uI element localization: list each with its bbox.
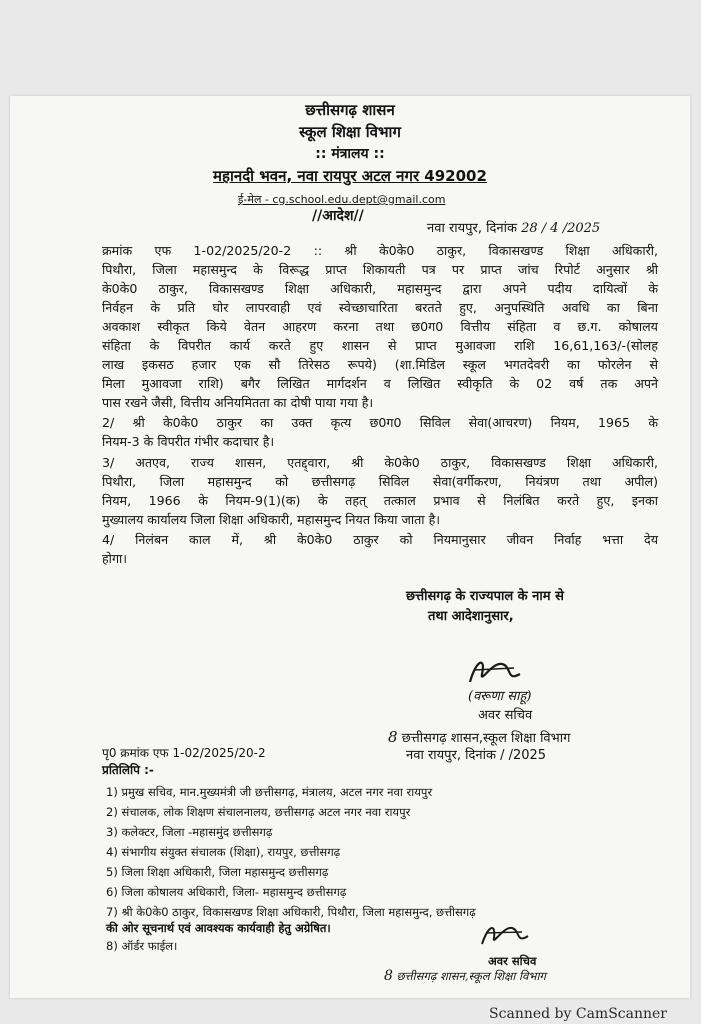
- para1-line: पिथौरा, जिला महासमुन्द के विरूद्ध प्राप्त शिकायती पत्र पर प्राप्त जांच रिपोर्ट अनुसार श्री: [102, 262, 658, 277]
- governor-order-line2: तथा आदेशानुसार,: [428, 609, 514, 624]
- copy-item: 3) कलेक्टर, जिला -महासमुंद छत्तीसगढ़: [106, 825, 273, 839]
- para1-line: अवकाश स्वीकृत किये वेतन आहरण करना तथा छ0ग0 वित्तीय संहिता व छ.ग. कोषालय: [102, 319, 658, 334]
- copy-item: 6) जिला कोषालय अधिकारी, जिला- महासमुन्द छत्तीसगढ़: [106, 885, 347, 899]
- copy-item: 8) ऑर्डर फाईल।: [106, 939, 178, 953]
- para3-line: नियम, 1966 के नियम-9(1)(क) के तहत् तत्काल प्रभाव से निलंबित करते हुए, इनका: [102, 493, 658, 508]
- copy-title: प्रतिलिपि :-: [102, 763, 154, 777]
- scanner-watermark: Scanned by CamScanner: [489, 1006, 667, 1022]
- copy-item: 2) संचालक, लोक शिक्षण संचालनालय, छत्तीसगढ़ अटल नगर नवा रायपुर: [106, 805, 411, 819]
- para1-line: मिला मुआवजा राशि) बगैर लिखित मार्गदर्शन व लिखित स्वीकृति के 02 वर्ष तक अपने: [102, 376, 658, 391]
- handwritten-signature-1: [462, 652, 532, 692]
- copy-item: 1) प्रमुख सचिव, मान.मुख्यमंत्री जी छत्तीसगढ़, मंत्रालय, अटल नगर नवा रायपुर: [106, 785, 433, 799]
- document-page: [10, 96, 690, 998]
- para4-line: होगा।: [102, 551, 128, 566]
- para1-line: क्रमांक एफ 1-02/2025/20-2 :: श्री के0के0 ठाकुर, विकासखण्ड शिक्षा अधिकारी,: [102, 243, 658, 258]
- copy-item: 7) श्री के0के0 ठाकुर, विकासखण्ड शिक्षा अधिकारी, पिथौरा, जिला महासमुन्द, छत्तीसगढ़: [106, 905, 476, 919]
- governor-order-line1: छत्तीसगढ़ के राज्यपाल के नाम से: [406, 589, 564, 604]
- signatory-place-date: नवा रायपुर, दिनांक / /2025: [406, 748, 547, 763]
- para3-line: 3/ अतएव, राज्य शासन, एतद्द्वारा, श्री के0के0 ठाकुर, विकासखण्ड शिक्षा अधिकारी,: [102, 455, 658, 470]
- para2-line: 2/ श्री के0के0 ठाकुर का उक्त कृत्य छ0ग0 सिविल सेवा(आचरण) नियम, 1965 के: [102, 415, 658, 430]
- office-email: ई-मेल - cg.school.edu.dept@gmail.com: [238, 193, 446, 206]
- order-title: //आदेश//: [312, 208, 364, 224]
- government-heading: छत्तीसगढ़ शासन: [305, 101, 395, 119]
- department-heading: स्कूल शिक्षा विभाग: [299, 123, 401, 141]
- para4-line: 4/ निलंबन काल में, श्री के0के0 ठाकुर को नियमानुसार जीवन निर्वाह भत्ता देय: [102, 532, 658, 547]
- para3-line: पिथौरा, जिला महासमुन्द को छत्तीसगढ़ सिविल सेवा(वर्गीकरण, नियंत्रण तथा अपील): [102, 474, 658, 489]
- signatory-designation: अवर सचिव: [478, 708, 533, 723]
- para1-line: पास रखने जैसी, वित्तीय अनियमितता का दोषी पाया गया है।: [102, 395, 374, 410]
- para3-line: मुख्यालय कार्यालय जिला शिक्षा अधिकारी, महासमुन्द नियत किया जाता है।: [102, 512, 441, 527]
- signatory2-department: 8 छत्तीसगढ़ शासन,स्कूल शिक्षा विभाग: [384, 968, 546, 984]
- signatory-department: 8 छत्तीसगढ़ शासन,स्कूल शिक्षा विभाग: [388, 728, 571, 746]
- copy-item: 5) जिला शिक्षा अधिकारी, जिला महासमुन्द छत्तीसगढ़: [106, 865, 329, 879]
- mantralay-heading: :: मंत्रालय ::: [315, 146, 385, 162]
- signatory-name: (वरूणा साहू): [468, 689, 532, 704]
- para1-line: संहिता के विपरीत कार्य करते हुए शासन से प्राप्त मुआवजा राशि 16,61,163/-(सोलह: [102, 338, 658, 353]
- date-handwritten: 28 / 4 /2025: [521, 221, 601, 236]
- copy-item: 4) संभागीय संयुक्त संचालक (शिक्षा), रायपुर, छत्तीसगढ़: [106, 845, 341, 859]
- office-address: महानदी भवन, नवा रायपुर अटल नगर 492002: [213, 167, 487, 185]
- order-date: [427, 218, 600, 236]
- para2-line: नियम-3 के विपरीत गंभीर कदाचार है।: [102, 434, 275, 449]
- para1-line: लाख इकसठ हजार एक सौ तिरेसठ रूपये) (शा.मिडिल स्कूल भगतदेवरी का फोरलेन से: [102, 357, 658, 372]
- copy-forward-note: की ओर सूचनार्थ एवं आवश्यक कार्यवाही हेतु अग्रेषित।: [106, 921, 331, 935]
- signatory2-designation: अवर सचिव: [488, 954, 537, 968]
- para1-line: के0के0 ठाकुर, विकासखण्ड शिक्षा अधिकारी, महासमुन्द द्वारा अपने पदीय दायित्वों के: [102, 281, 658, 296]
- para1-line: निर्वहन के प्रति घोर लापरवाही एवं स्वेच्छाचारिता बरतते हुए, अनुपस्थिति अवधि का बिना: [102, 300, 658, 315]
- copy-reference: पृ0 क्रमांक एफ 1-02/2025/20-2: [102, 746, 266, 760]
- date-prefix: नवा रायपुर, दिनांक: [427, 221, 517, 236]
- handwritten-signature-2: [476, 918, 536, 952]
